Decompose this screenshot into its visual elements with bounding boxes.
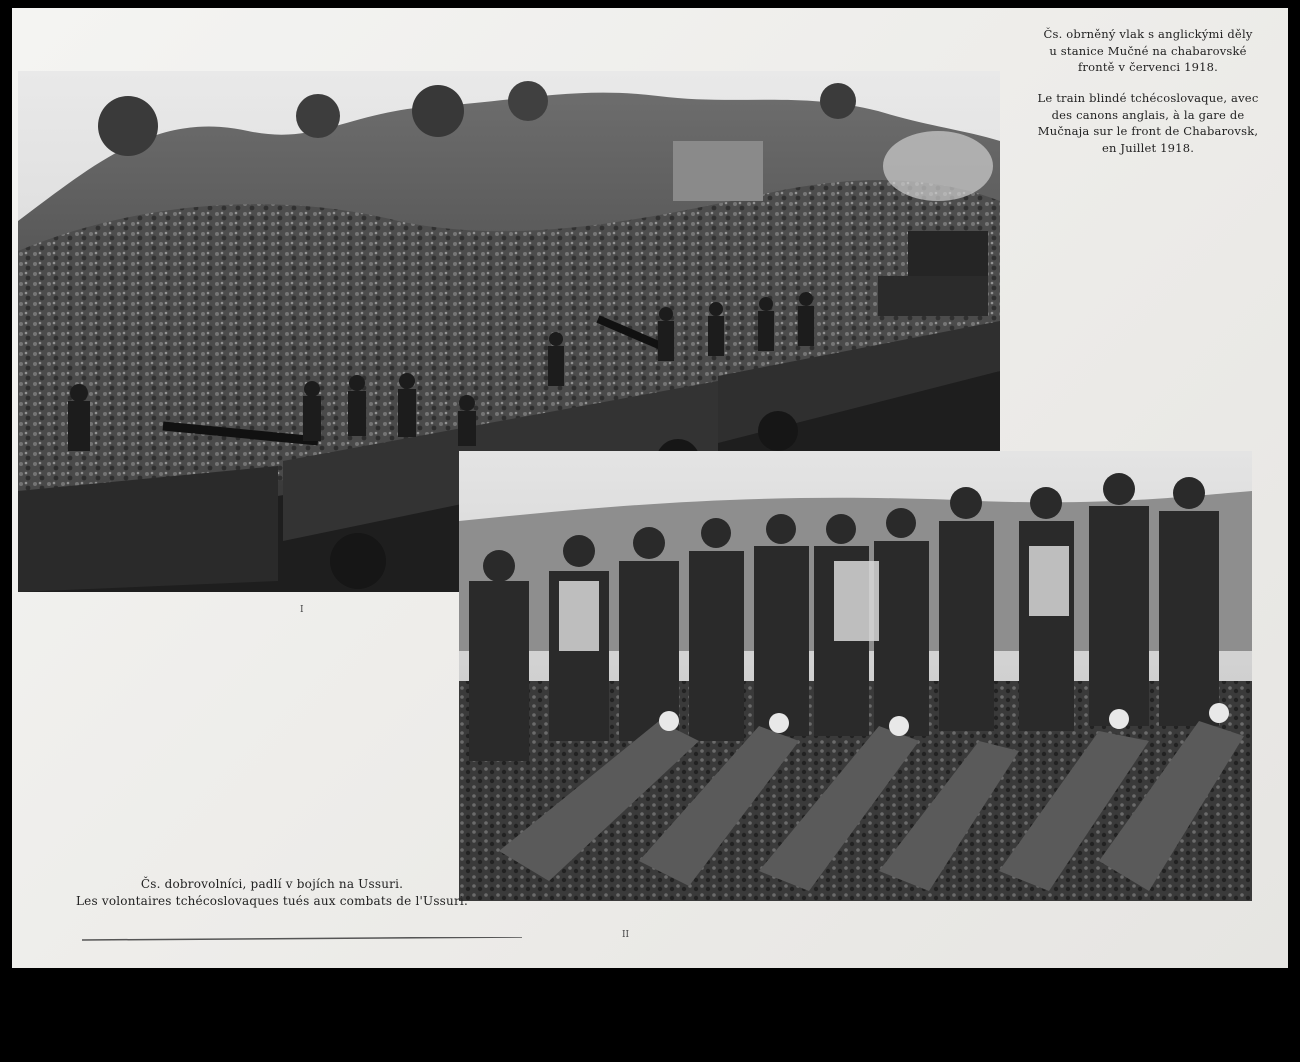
- caption-french-line-2: des canons anglais, à la gare de: [1051, 107, 1245, 122]
- plate-number-two: II: [622, 930, 630, 940]
- caption-bottom-czech: Čs. dobrovolníci, padlí v bojích na Ussuri.: [140, 877, 404, 891]
- caption-czech-line-2: u stanice Mučné na chabarovské: [1049, 43, 1247, 58]
- fallen-photo-caption: [72, 876, 472, 911]
- caption-french-line-4: en Juillet 1918.: [1101, 141, 1195, 156]
- underline-mark: [82, 937, 522, 941]
- caption-french-line-3: Mučnaja sur le front de Chabarovsk,: [1037, 124, 1259, 139]
- caption-czech-line-3: frontě v červenci 1918.: [1077, 60, 1219, 75]
- caption-czech-line-1: Čs. obrněný vlak s anglickými děly: [1043, 27, 1253, 41]
- caption-french-line-1: Le train blindé tchécoslovaque, avec: [1037, 91, 1259, 106]
- fallen-volunteers-photo: [459, 451, 1252, 901]
- album-page: [12, 8, 1288, 968]
- caption-bottom-french: Les volontaires tchécoslovaques tués aux combats de l'Ussuri.: [76, 894, 468, 909]
- train-photo-caption: [1012, 26, 1284, 157]
- plate-number-one: I: [300, 605, 304, 615]
